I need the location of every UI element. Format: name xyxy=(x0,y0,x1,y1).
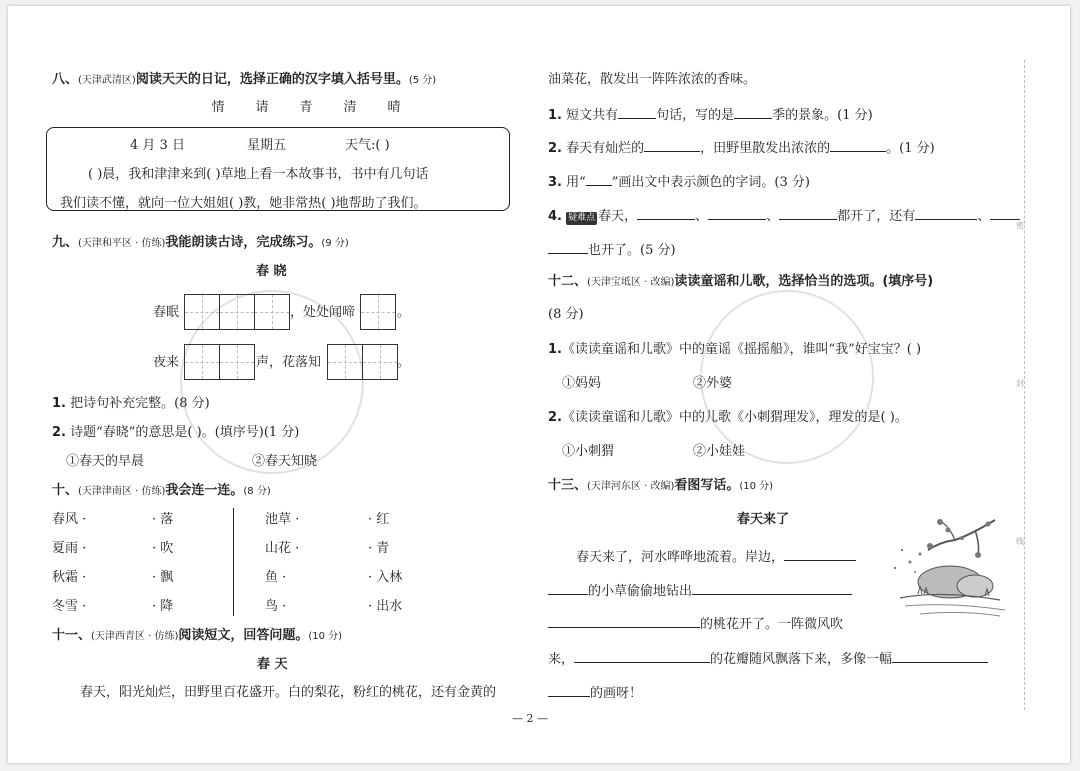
sec11-question-3: 3. 用“ ”画出文中表示颜色的字词。(3 分) xyxy=(548,171,810,192)
sec11-question-1: 1. 短文共有 句话，写的是 季的景象。(1 分) xyxy=(548,104,873,125)
character-choices: 情 请 青 清 晴 xyxy=(211,100,401,115)
match-right-a-4[interactable]: 鸟 · xyxy=(265,599,287,614)
poem-line-2-end: 。 xyxy=(397,355,411,370)
match-left-b-3[interactable]: · 飘 xyxy=(152,570,174,585)
story-line-4: 来， 的花瓣随风飘落下来，多像一幅 xyxy=(548,648,988,669)
match-right-b-2[interactable]: · 青 xyxy=(368,541,390,556)
match-right-a-1[interactable]: 池草 · xyxy=(265,512,300,527)
match-left-a-2[interactable]: 夏雨 · xyxy=(52,541,87,556)
answer-blank[interactable] xyxy=(574,648,710,663)
section-10-heading: 十、(天津津南区 · 仿练)我会连一连。(8 分) xyxy=(52,483,271,498)
char-cell[interactable] xyxy=(360,294,396,330)
sec9-question-2: 2. 诗题“春晓”的意思是( )。(填序号)(1 分) xyxy=(52,425,300,440)
sec12-question-2: 2.《读读童谣和儿歌》中的儿歌《小刺猬理发》，理发的是( )。 xyxy=(548,410,908,425)
match-right-b-3[interactable]: · 入林 xyxy=(368,570,403,585)
char-cell[interactable] xyxy=(184,344,220,380)
passage-paragraph-2: 油菜花，散发出一阵阵浓浓的香味。 xyxy=(548,72,757,87)
char-cell[interactable] xyxy=(254,294,290,330)
match-left-b-2[interactable]: · 吹 xyxy=(152,541,174,556)
tree-branch xyxy=(928,520,995,550)
section-9-heading: 九、(天津和平区 · 仿练)我能朗读古诗，完成练习。(9 分) xyxy=(52,235,349,250)
match-left-a-1[interactable]: 春风 · xyxy=(52,512,87,527)
section-12-heading: 十二、(天津宝坻区 · 改编)读读童谣和儿歌，选择恰当的选项。(填序号) xyxy=(548,274,934,289)
answer-blank[interactable] xyxy=(892,648,988,663)
sec12-q2-option-1: ①小刺猬 xyxy=(562,444,615,459)
match-right-b-1[interactable]: · 红 xyxy=(368,512,390,527)
blossom-cluster xyxy=(894,519,991,573)
page-number: — 2 — xyxy=(512,712,548,725)
sec12-question-1: 1.《读读童谣和儿歌》中的童谣《摇摇船》，谁叫“我”好宝宝？( ) xyxy=(548,342,922,357)
sec12-q2-option-2: ②小娃娃 xyxy=(693,444,746,459)
answer-blank[interactable] xyxy=(644,137,700,152)
underline-sample xyxy=(586,171,612,186)
answer-blank[interactable] xyxy=(548,239,588,254)
binding-line xyxy=(1024,60,1025,710)
answer-blank[interactable] xyxy=(548,580,588,595)
section-12-score: (8 分) xyxy=(548,307,584,322)
passage-paragraph-1: 春天，阳光灿烂，田野里百花盛开。白的梨花，粉红的桃花，还有金黄的 xyxy=(80,685,497,700)
matching-divider xyxy=(233,508,234,616)
margin-label-seal: 密 xyxy=(1016,221,1024,230)
poem-line-1-grid[interactable] xyxy=(184,294,289,330)
answer-blank[interactable] xyxy=(990,205,1020,220)
poem-line-1-end-grid[interactable] xyxy=(360,294,395,330)
section-13-heading: 十三、(天津河东区 · 改编)看图写话。(10 分) xyxy=(548,478,774,493)
answer-blank[interactable] xyxy=(830,137,886,152)
margin-label-closed: 封 xyxy=(1016,379,1024,388)
poem-line-1-end: 。 xyxy=(397,305,411,320)
char-cell[interactable] xyxy=(184,294,220,330)
match-left-a-4[interactable]: 冬雪 · xyxy=(52,599,87,614)
answer-blank[interactable] xyxy=(734,104,772,119)
answer-blank[interactable] xyxy=(618,104,656,119)
match-right-a-2[interactable]: 山花 · xyxy=(265,541,300,556)
match-right-a-3[interactable]: 鱼 · xyxy=(265,570,287,585)
diary-line-1: ( )晨，我和津津来到( )草地上看一本故事书，书中有几句话 xyxy=(88,167,429,182)
answer-blank[interactable] xyxy=(548,682,590,697)
poem-line-2-grid[interactable] xyxy=(184,344,254,380)
poem-line-1-mid: ，处处闻啼 xyxy=(290,305,356,320)
poem-line-1-start: 春眠 xyxy=(153,305,180,320)
answer-blank[interactable] xyxy=(692,580,852,595)
sec12-q1-option-1: ①妈妈 xyxy=(562,376,602,391)
match-right-b-4[interactable]: · 出水 xyxy=(368,599,403,614)
match-left-b-1[interactable]: · 落 xyxy=(152,512,174,527)
poem-line-2-end-grid[interactable] xyxy=(327,344,397,380)
diary-date: 4 月 3 日 xyxy=(130,138,185,153)
sec11-question-4: 4. 疑难点 春天， 、 、 都开了，还有 、 xyxy=(548,205,1020,226)
answer-blank[interactable] xyxy=(915,205,977,220)
poem-title: 春 晓 xyxy=(256,264,287,279)
story-title: 春天来了 xyxy=(737,512,790,527)
sec11-question-4-cont: 也开了。(5 分) xyxy=(548,239,676,260)
diary-line-2: 我们读不懂，就向一位大姐姐( )教，她非常热( )地帮助了我们。 xyxy=(60,196,427,211)
story-line-1: 春天来了，河水哗哗地流着。岸边， xyxy=(576,546,856,567)
char-cell[interactable] xyxy=(219,344,255,380)
tree-branch xyxy=(975,530,979,555)
rock xyxy=(957,575,993,597)
passage-title: 春 天 xyxy=(257,657,288,672)
sec12-q1-option-2: ②外婆 xyxy=(693,376,733,391)
diary-weather: 天气:( ) xyxy=(345,138,390,153)
section-8-heading: 八、(天津武清区)阅读天天的日记，选择正确的汉字填入括号里。(5 分) xyxy=(52,72,437,87)
poem-line-2-start: 夜来 xyxy=(153,355,180,370)
answer-blank[interactable] xyxy=(784,546,856,561)
match-left-b-4[interactable]: · 降 xyxy=(152,599,174,614)
river-water xyxy=(905,605,1005,616)
sec9-question-1: 1. 把诗句补充完整。(8 分) xyxy=(52,396,210,411)
char-cell[interactable] xyxy=(219,294,255,330)
section-11-heading: 十一、(天津西青区 · 仿练)阅读短文，回答问题。(10 分) xyxy=(52,628,343,643)
difficulty-badge: 疑难点 xyxy=(568,213,596,223)
story-line-2: 的小草偷偷地钻出 xyxy=(548,580,852,601)
answer-blank[interactable] xyxy=(779,205,837,220)
spring-illustration xyxy=(880,510,1010,620)
sec9-option-2: ②春天知晓 xyxy=(252,454,318,469)
match-left-a-3[interactable]: 秋霜 · xyxy=(52,570,87,585)
answer-blank[interactable] xyxy=(708,205,766,220)
story-line-5: 的画呀！ xyxy=(548,682,642,703)
diary-weekday: 星期五 xyxy=(247,138,287,153)
margin-label-line: 线 xyxy=(1016,537,1024,546)
poem-line-2-mid: 声，花落知 xyxy=(256,355,322,370)
sec9-option-1: ①春天的早晨 xyxy=(66,454,145,469)
answer-blank[interactable] xyxy=(548,613,700,628)
story-line-3: 的桃花开了。一阵微风吹 xyxy=(548,613,843,634)
char-cell[interactable] xyxy=(362,344,398,380)
char-cell[interactable] xyxy=(327,344,363,380)
answer-blank[interactable] xyxy=(637,205,695,220)
sec11-question-2: 2. 春天有灿烂的 ，田野里散发出浓浓的 。(1 分) xyxy=(548,137,935,158)
